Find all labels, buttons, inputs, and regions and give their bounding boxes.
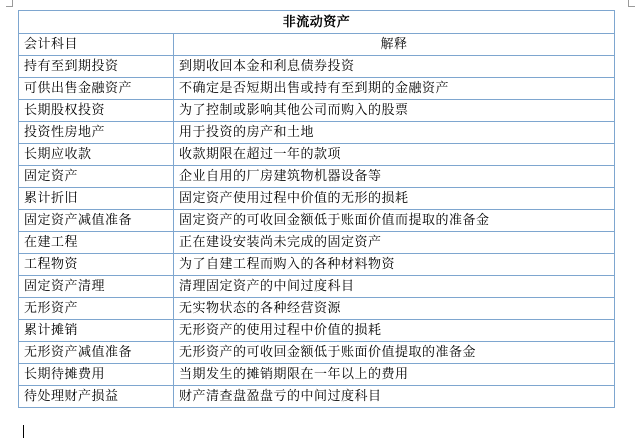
table-title: 非流动资产 (19, 11, 615, 34)
explanation-cell: 为了自建工程而购入的各种材料物资 (174, 254, 615, 276)
explanation-cell: 固定资产的可收回金额低于账面价值而提取的准备金 (174, 210, 615, 232)
account-cell: 长期待摊费用 (19, 364, 174, 386)
account-cell: 固定资产清理 (19, 276, 174, 298)
table-row (19, 320, 615, 342)
explanation-cell: 收款期限在超过一年的款项 (174, 144, 615, 166)
explanation-cell: 到期收回本金和利息债券投资 (174, 56, 615, 78)
explanation-cell: 不确定是否短期出售或持有至到期的金融资产 (174, 78, 615, 100)
table-body (19, 56, 615, 408)
table-row (19, 276, 615, 298)
non-current-assets-table (18, 10, 615, 408)
explanation-cell: 当期发生的摊销期限在一年以上的费用 (174, 364, 615, 386)
account-cell: 无形资产减值准备 (19, 342, 174, 364)
account-cell: 长期应收款 (19, 144, 174, 166)
explanation-cell: 用于投资的房产和土地 (174, 122, 615, 144)
column-header-account: 会计科目 (19, 34, 174, 56)
account-cell: 在建工程 (19, 232, 174, 254)
table-row (19, 254, 615, 276)
account-cell: 长期股权投资 (19, 100, 174, 122)
account-cell: 投资性房地产 (19, 122, 174, 144)
explanation-cell: 财产清查盘盈盘亏的中间过度科目 (174, 386, 615, 408)
explanation-cell: 正在建设安装尚未完成的固定资产 (174, 232, 615, 254)
account-cell: 累计摊销 (19, 320, 174, 342)
account-cell: 累计折旧 (19, 188, 174, 210)
account-cell: 持有至到期投资 (19, 56, 174, 78)
table-row (19, 210, 615, 232)
table-row (19, 342, 615, 364)
page-corner-mark-right (628, 0, 635, 7)
table-row (19, 364, 615, 386)
explanation-cell: 清理固定资产的中间过度科目 (174, 276, 615, 298)
account-cell: 可供出售金融资产 (19, 78, 174, 100)
explanation-cell: 无形资产的可收回金额低于账面价值提取的准备金 (174, 342, 615, 364)
table-row (19, 78, 615, 100)
account-cell: 固定资产减值准备 (19, 210, 174, 232)
account-cell: 无形资产 (19, 298, 174, 320)
table-row (19, 298, 615, 320)
text-cursor (23, 425, 24, 438)
table-row (19, 56, 615, 78)
table-row (19, 122, 615, 144)
table-row (19, 188, 615, 210)
table-row (19, 386, 615, 408)
explanation-cell: 无形资产的使用过程中价值的损耗 (174, 320, 615, 342)
account-cell: 待处理财产损益 (19, 386, 174, 408)
table-row (19, 144, 615, 166)
explanation-cell: 企业自用的厂房建筑物机器设备等 (174, 166, 615, 188)
table-row (19, 100, 615, 122)
explanation-cell: 无实物状态的各种经营资源 (174, 298, 615, 320)
table-title-row (19, 11, 615, 34)
table-header-row (19, 34, 615, 56)
explanation-cell: 固定资产使用过程中价值的无形的损耗 (174, 188, 615, 210)
table-row (19, 232, 615, 254)
account-cell: 工程物资 (19, 254, 174, 276)
column-header-explanation: 解释 (174, 34, 615, 56)
page-corner-mark-left (6, 0, 13, 7)
table-row (19, 166, 615, 188)
account-cell: 固定资产 (19, 166, 174, 188)
explanation-cell: 为了控制或影响其他公司而购入的股票 (174, 100, 615, 122)
